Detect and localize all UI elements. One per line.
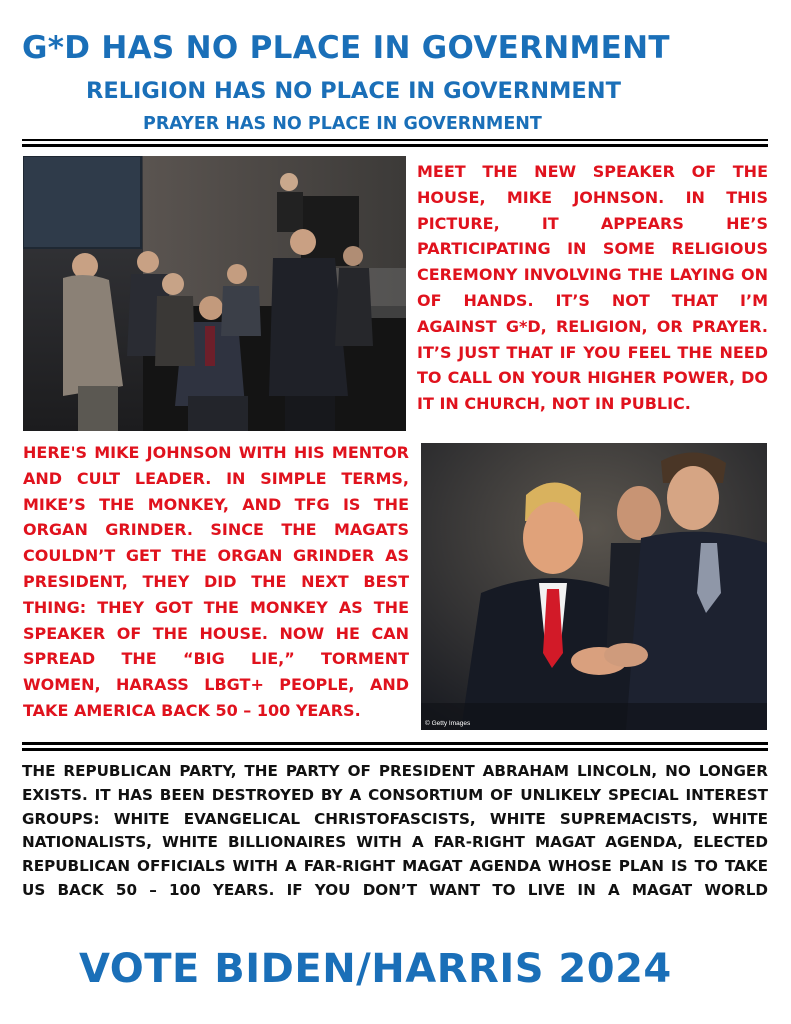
photo-credit: © Getty Images: [425, 720, 471, 727]
photo-laying-on-of-hands: [23, 156, 406, 431]
headline-secondary: RELIGION HAS NO PLACE IN GOVERNMENT: [86, 78, 621, 104]
photo-illustration: [421, 443, 767, 730]
vote-slogan: VOTE BIDEN/HARRIS 2024: [79, 946, 672, 992]
double-rule-top: [22, 139, 768, 149]
headline-primary: G*D HAS NO PLACE IN GOVERNMENT: [22, 30, 670, 66]
photo-handshake: [421, 443, 767, 730]
speaker-paragraph: MEET THE NEW SPEAKER OF THE HOUSE, MIKE JOHNSON. IN THIS PICTURE, IT APPEARS HE’S PARTICIPATING IN SOME RELIGIOUS CEREMONY INVOLVING THE LAYING ON OF HANDS. IT’S NOT THAT I’M AGAINST G*D, RELIGION, OR PRAYER. IT’S JUST THAT IF YOU FEEL THE NEED TO CALL ON YOUR HIGHER POWER, DO IT IN CHURCH, NOT IN PUBLIC.: [417, 162, 768, 414]
republican-party-paragraph: THE REPUBLICAN PARTY, THE PARTY OF PRESIDENT ABRAHAM LINCOLN, NO LONGER EXISTS. IT HAS BEEN DESTROYED BY A CONSORTIUM OF UNLIKELY SPECIAL INTEREST GROUPS: WHITE EVANGELICAL CHRISTOFASCISTS, WHITE SUPREMACISTS, WHITE NATIONALISTS, WHITE BILLIONAIRES WITH A FAR-RIGHT MAGAT AGENDA, ELECTED REPUBLICAN OFFICIALS WITH A FAR-RIGHT MAGAT AGENDA WHOSE PLAN IS TO TAKE US BACK 50 – 100 YEARS. IF YOU DON’T WANT TO LIVE IN A MAGAT WORLD: [22, 762, 768, 899]
photo-illustration: [23, 156, 406, 431]
mentor-paragraph: HERE'S MIKE JOHNSON WITH HIS MENTOR AND CULT LEADER. IN SIMPLE TERMS, MIKE’S THE MONKEY, AND TFG IS THE ORGAN GRINDER. SINCE THE MAGATS COULDN’T GET THE ORGAN GRINDER AS PRESIDENT, THEY DID THE NEXT BEST THING: THEY GOT THE MONKEY AS THE SPEAKER OF THE HOUSE. NOW HE CAN SPREAD THE “BIG LIE,” TORMENT WOMEN, HARASS LBGT+ PEOPLE, AND TAKE AMERICA BACK 50 – 100 YEARS.: [23, 443, 409, 720]
headline-tertiary: PRAYER HAS NO PLACE IN GOVERNMENT: [143, 114, 542, 134]
double-rule-bottom: [22, 742, 768, 756]
